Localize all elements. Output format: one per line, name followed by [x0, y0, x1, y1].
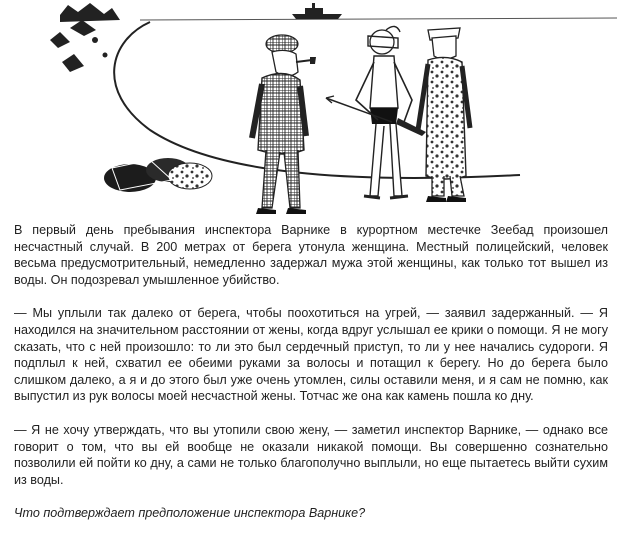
horizon-line [140, 18, 617, 20]
policeman-figure [418, 28, 470, 202]
story-question: Что подтверждает предположение инспектора Варнике? [14, 506, 366, 521]
story-paragraph: — Я не хочу утверждать, что вы утопили свою жену, — заметил инспектор Варнике, — однако все говорит о том, что вы ей вообще не оказали никакой помощи. Вы совершенно сознательно позволили ей пойти ко дну, а сами не только благополучно выплыли, но еще пытаетесь выйти сухим из воды. [14, 422, 608, 487]
beach-illustration [0, 0, 617, 222]
clothes-pile [104, 158, 212, 192]
inspector-figure [252, 35, 316, 214]
ship [292, 3, 342, 19]
swimmer-figure [326, 26, 426, 198]
story-text [14, 222, 608, 522]
rocks [50, 3, 120, 72]
story-paragraph: В первый день пребывания инспектора Варнике в курортном местечке Зеебад произошел несчастный случай. В 200 метрах от берега утонула женщина. Местный полицейский, человек весьма предусмотрительный, немедленно задержал мужа этой женщины, как только тот вышел из воды. Он подозревал умышленное убийство. [14, 223, 608, 287]
story-paragraph: — Мы уплыли так далеко от берега, чтобы поохотиться на угрей, — заявил задержанный. — Я находился на значительном расстоянии от жены, когда вдруг услышал ее крики о помощи. Я не могу сказать, что с ней произошло: то ли это был сердечный приступ, то ли у нее начались судороги. Я подплыл к ней, схватил ее обеими руками за волосы и потащил к берегу. Но до берега было слишком далеко, а я и до этого был уже очень утомлен, силы оставили меня, и я сам не помню, как выпустил из рук волосы моей несчастной жены. Тотчас же она как камень пошла ко дну. [14, 306, 608, 404]
